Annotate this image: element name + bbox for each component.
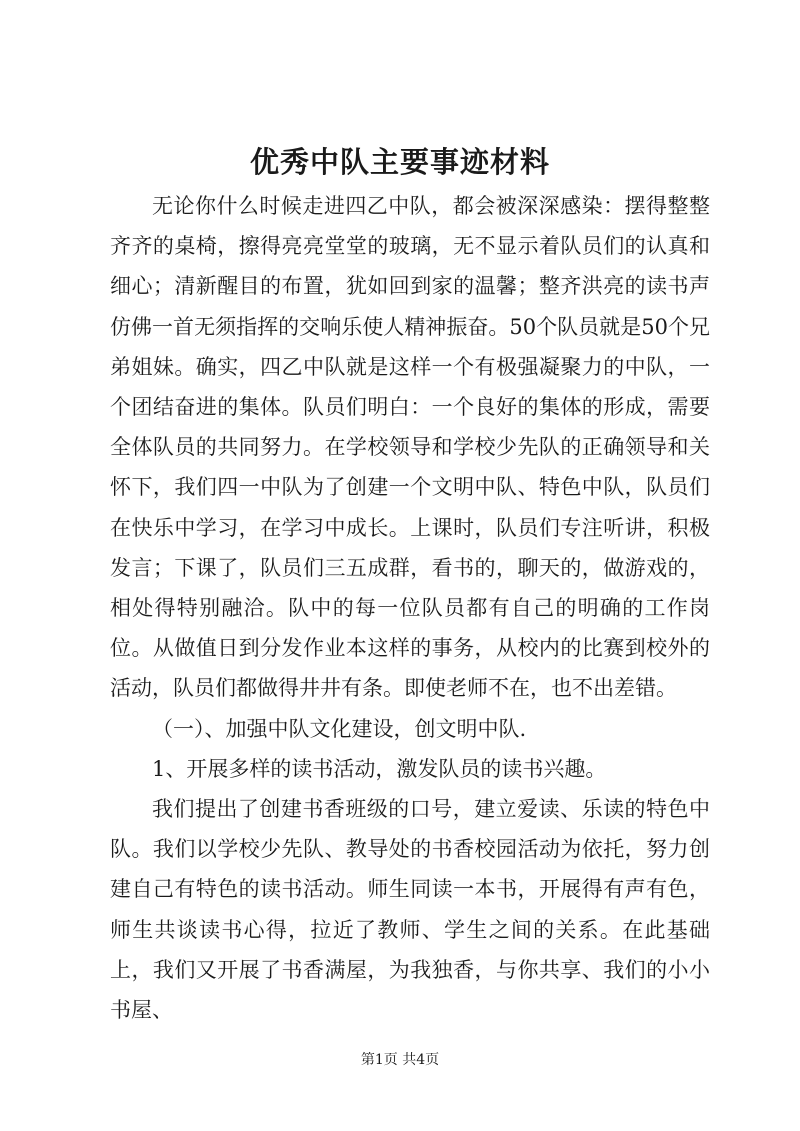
paragraph: 无论你什么时候走进四乙中队，都会被深深感染：摆得整整齐齐的桌椅，擦得亮亮堂堂的玻璃，无不显示着队员们的认真和细心；清新醒目的布置，犹如回到家的温馨；整齐洪亮的读书声仿佛一首无须指挥的交响乐使人精神振奋。50个队员就是50个兄弟姐妹。确实，四乙中队就是这样一个有极强凝聚力的中队，一个团结奋进的集体。队员们明白：一个良好的集体的形成，需要全体队员的共同努力。在学校领导和学校少先队的正确领导和关怀下，我们四一中队为了创建一个文明中队、特色中队，队员们在快乐中学习，在学习中成长。上课时，队员们专注听讲，积极发言；下课了，队员们三五成群，看书的，聊天的，做游戏的，相处得特别融洽。队中的每一位队员都有自己的明确的工作岗位。从做值日到分发作业本这样的事务，从校内的比赛到校外的活动，队员们都做得井井有条。即使老师不在，也不出差错。 <box>110 194 710 701</box>
document-body <box>110 186 710 1030</box>
paragraph: （一）、加强中队文化建设，创文明中队. <box>152 716 527 741</box>
paragraph: 1、开展多样的读书活动，激发队员的读书兴趣。 <box>152 756 607 781</box>
document-title: 优秀中队主要事迹材料 <box>249 145 550 179</box>
paragraph: 我们提出了创建书香班级的口号，建立爱读、乐读的特色中队。我们以学校少先队、教导处的书香校园活动为依托，努力创建自己有特色的读书活动。师生同读一本书，开展得有声有色，师生共谈读书心得，拉近了教师、学生之间的关系。在此基础上，我们又开展了书香满屋，为我独香，与你共享、我们的小小书屋、 <box>110 797 710 1023</box>
page-footer: 第1页 共4页 <box>360 1052 440 1068</box>
